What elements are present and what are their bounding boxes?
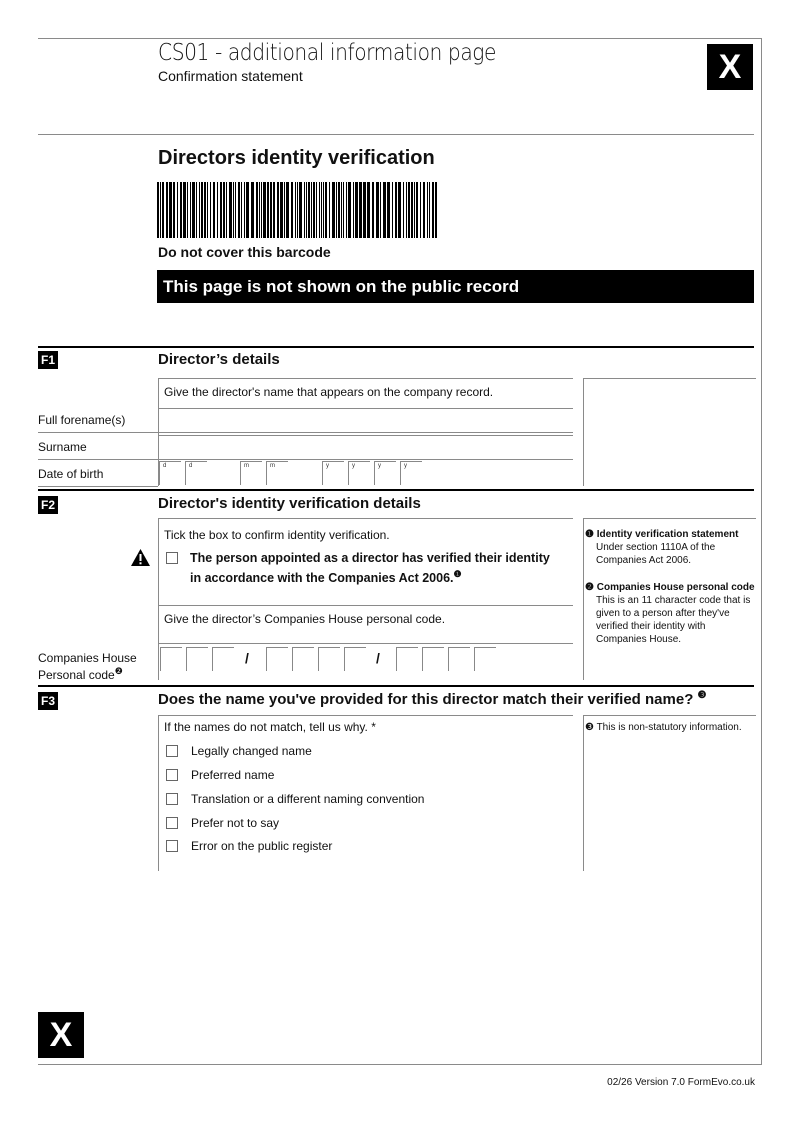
option-checkbox[interactable] [166,840,178,852]
barcode-bar [432,182,434,238]
code-cell[interactable] [266,647,288,671]
f1-instruction: Give the director's name that appears on the company record. [164,385,494,399]
barcode-bar [325,182,327,238]
barcode-bar [363,182,366,238]
barcode-bar [299,182,302,238]
barcode-bar [297,182,298,238]
option-label: Prefer not to say [191,816,280,830]
barcode-bar [166,182,168,238]
barcode-bar [416,182,418,238]
barcode-bar [235,182,236,238]
section-tag-f2: F2 [38,496,58,514]
option-checkbox[interactable] [166,793,178,805]
barcode-bar [408,182,410,238]
code-cell[interactable] [448,647,470,671]
barcode-bar [217,182,218,238]
code-cell[interactable] [396,647,418,671]
dob-cell[interactable]: d [185,461,207,485]
barcode-bar [414,182,415,238]
section-title-f1: Director’s details [158,351,280,368]
code-instruction: Give the director’s Companies House personal code. [164,612,446,626]
barcode-bar [311,182,312,238]
barcode-bar [423,182,425,238]
tick-instruction: Tick the box to confirm identity verification. [164,528,390,542]
option-checkbox[interactable] [166,769,178,781]
note-non-statutory: ❸ This is non-statutory information. [585,722,742,733]
barcode-bar [429,182,430,238]
forename-input[interactable] [159,409,573,432]
barcode-bar [192,182,195,238]
barcode-bar [173,182,175,238]
barcode-bar [187,182,188,238]
section-title-f2: Director's identity verification details [158,495,421,512]
code-cell[interactable] [186,647,208,671]
dob-cell[interactable]: m [266,461,288,485]
barcode-bar [346,182,347,238]
barcode-bar [321,182,322,238]
barcode-bar [395,182,397,238]
page-heading: Directors identity verification [158,147,435,169]
barcode-bar [427,182,428,238]
barcode-bar [319,182,320,238]
barcode-bar [304,182,305,238]
barcode-bar [226,182,227,238]
barcode-bar [295,182,296,238]
barcode-bar [251,182,254,238]
section-tag-f1: F1 [38,351,58,369]
code-cell[interactable] [344,647,366,671]
barcode-bar [323,182,324,238]
barcode-bar [316,182,317,238]
barcode-bar [380,182,381,238]
barcode-bar [259,182,260,238]
barcode-bar [332,182,335,238]
barcode-bar [277,182,279,238]
code-cell[interactable] [160,647,182,671]
option-label: Legally changed name [191,744,312,758]
barcode-bar [201,182,203,238]
barcode-bar [286,182,289,238]
barcode-bar [308,182,310,238]
barcode-bar [220,182,222,238]
barcode-bar [267,182,269,238]
code-cell[interactable] [422,647,444,671]
section-title-f3: Does the name you've provided for this director match their verified name? $^❸$ [158,690,707,708]
code-cell[interactable] [474,647,496,671]
barcode-bar [223,182,225,238]
dob-label: Date of birth [38,467,104,481]
dob-cell[interactable]: y [348,461,370,485]
barcode-label: Do not cover this barcode [158,244,331,260]
barcode-bar [169,182,172,238]
barcode-bar [246,182,249,238]
form-subtitle: Confirmation statement [158,68,303,84]
barcode-bar [387,182,390,238]
code-cell[interactable] [318,647,340,671]
barcode-bar [353,182,354,238]
barcode-bar [392,182,393,238]
forename-label: Full forename(s) [38,413,126,427]
code-cell[interactable] [212,647,234,671]
option-checkbox[interactable] [166,817,178,829]
barcode-bar [376,182,379,238]
code-separator: / [245,650,249,666]
barcode-bar [359,182,362,238]
barcode-bar [338,182,340,238]
barcode-bar [199,182,200,238]
dob-cell[interactable]: y [374,461,396,485]
barcode-bar [341,182,342,238]
barcode-bar [229,182,232,238]
option-label: Error on the public register [191,839,333,853]
barcode-bar [270,182,272,238]
public-record-notice: This page is not shown on the public record [157,270,754,303]
barcode-bar [435,182,437,238]
barcode-bar [280,182,283,238]
note-identity-statement: ❶ Identity verification statement Under section 1110A of the Companies Act 2006. [585,529,739,566]
barcode-bar [162,182,164,238]
form-title: CS01 - additional information page [158,40,497,66]
barcode-bar [367,182,370,238]
barcode-bar [284,182,285,238]
barcode-bar [180,182,182,238]
barcode-bar [241,182,242,238]
dob-cell[interactable]: m [240,461,262,485]
barcode-bar [398,182,401,238]
barcode-bar [420,182,421,238]
barcode-bar [238,182,240,238]
barcode-bar [273,182,275,238]
code-separator: / [376,650,380,666]
barcode-bar [160,182,161,238]
warning-icon [130,548,151,567]
barcode-bar [213,182,215,238]
barcode [157,182,439,238]
barcode-bar [210,182,211,238]
barcode-bar [306,182,307,238]
option-label: Preferred name [191,768,275,782]
dob-cell[interactable]: y [400,461,422,485]
barcode-bar [204,182,206,238]
barcode-bar [207,182,208,238]
barcode-bar [183,182,186,238]
barcode-bar [190,182,191,238]
barcode-bar [263,182,266,238]
barcode-bar [196,182,197,238]
option-label: Translation or a different naming convention [191,792,425,806]
barcode-bar [157,182,159,238]
barcode-bar [313,182,315,238]
barcode-bar [383,182,386,238]
barcode-bar [348,182,351,238]
barcode-bar [403,182,404,238]
barcode-bar [244,182,245,238]
barcode-bar [261,182,262,238]
barcode-bar [256,182,258,238]
section-tag-f3: F3 [38,692,58,710]
barcode-bar [177,182,178,238]
dob-cell[interactable]: d [159,461,181,485]
barcode-bar [329,182,330,238]
surname-input[interactable] [159,436,573,459]
surname-label: Surname [38,440,87,454]
version-footer: 02/26 Version 7.0 FormEvo.co.uk [607,1077,755,1088]
barcode-bar [291,182,293,238]
barcode-bar [411,182,413,238]
option-checkbox[interactable] [166,745,178,757]
f3-instruction: If the names do not match, tell us why. * [164,720,376,734]
identity-verified-checkbox[interactable] [166,552,178,564]
barcode-bar [355,182,358,238]
barcode-bar [233,182,234,238]
dob-cell[interactable]: y [322,461,344,485]
corner-mark-bottom: X [38,1012,84,1058]
code-label: Companies House Personal code$^❷$ [38,651,137,682]
barcode-bar [343,182,344,238]
note-personal-code: ❷ Companies House personal code This is an 11 character code that is given to a person after they've verified their identity with Companies House. [585,582,755,645]
barcode-bar [406,182,407,238]
barcode-bar [336,182,337,238]
barcode-bar [372,182,374,238]
identity-statement: The person appointed as a director has verified their identity in accordance with the Companies Act 2006.$^❶$ [190,551,550,586]
code-cell[interactable] [292,647,314,671]
corner-mark-top: X [707,44,753,90]
